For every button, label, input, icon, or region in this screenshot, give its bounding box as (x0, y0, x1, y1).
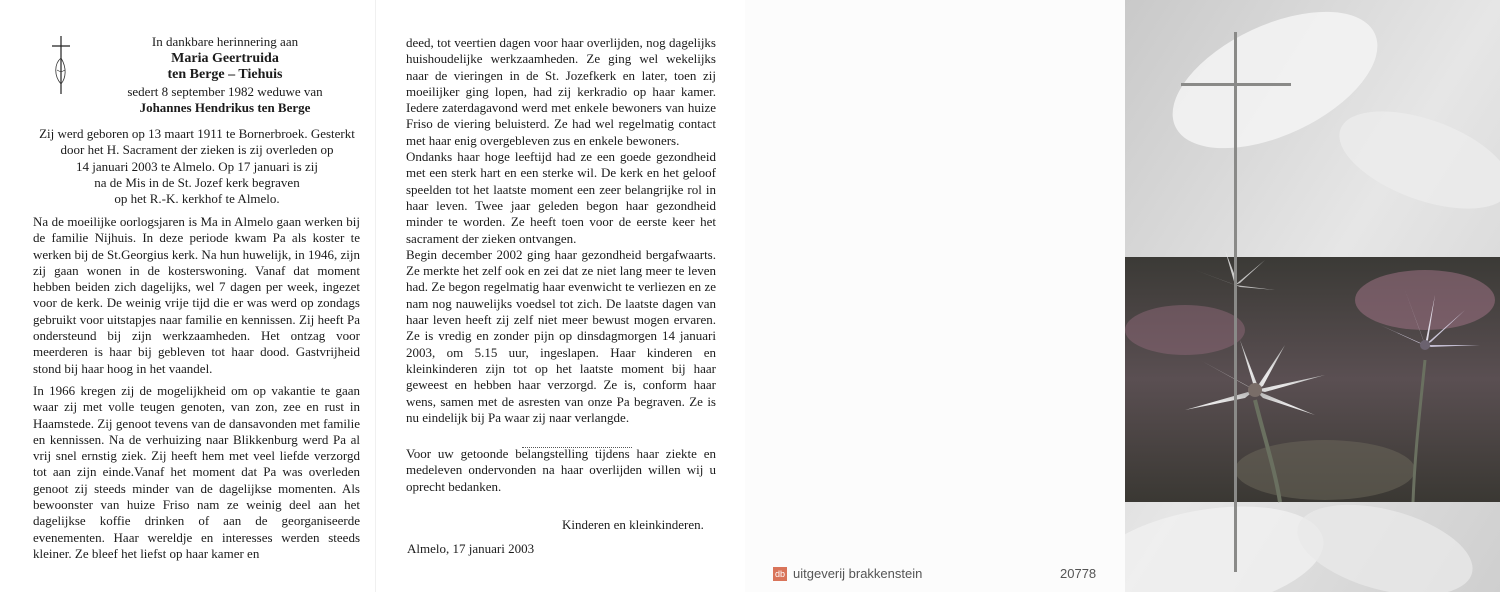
cross-icon (48, 34, 74, 96)
publisher-name: uitgeverij brakkenstein (793, 566, 923, 581)
paragraph: Na de moeilijke oorlogsjaren is Ma in Almelo gaan werken bij de familie Nijhuis. In deze periode kwam Pa als koster te werken bij de St.Georgius kerk. Na hun huwelijk, in 1946, zijn zij gaan wonen in de kosterswoning. Vanaf dat moment hebben beiden zich dagelijks, wel 7 dagen per week, ingezet voor de kerk. De weinig vrije tijd die er was werd op zondags gebruikt voor uitstapjes naar familie en kennissen. Zij heeft Pa ondersteund bij zijn werkzaamheden. Het ontzag voor meerderen is haar bij gebleven tot haar dood. Gastvrijheid stond bij haar hoog in het vaandel. (33, 214, 360, 376)
card-number: 20778 (1060, 566, 1097, 581)
signature: Kinderen en kleinkinderen. (562, 517, 704, 532)
body-column-right (406, 35, 716, 495)
paragraph: deed, tot veertien dagen voor haar overlijden, nog dagelijks huishoudelijke werkzaamheden. Ze ging wel wekelijks naar de vieringen in de St. Jozefkerk en later, toen zij moeilijker ging lopen, had zij kerkradio op haar kamer. Iedere zaterdagavond werd met enkele bewoners van huize Friso de viering beluisterd. Ze had wel regelmatig contact met haar enig overgebleven zus en enkele bewoners. (406, 35, 716, 148)
body-column-left (33, 214, 360, 562)
paragraph: In 1966 kregen zij de mogelijkheid om op vakantie te gaan waar zij met volle teugen genoten, van zon, zee en rust in Haamstede. Zij genoot tevens van de dansavonden met familie en kennissen. Na de verhuizing naar Blikkenburg werd Pa al vrij snel ernstig ziek. Zij heeft hem met veel liefde verzorgd tot aan zijn einde.Vanaf het moment dat Pa was overleden genoot zij steeds minder van de dagelijkse momenten. Als bewoonster van huize Friso nam ze weinig deel aan het dagelijkse koffie drinken of aan de georganiseerde evenementen. Haar wereldje en interesses werden steeds kleiner. Ze bleef het liefst op haar kamer en (33, 382, 360, 561)
intro-line: Zij werd geboren op 13 maart 1911 te Bornerbroek. Gesterkt (39, 126, 355, 141)
intro-line: na de Mis in de St. Jozef kerk begraven (94, 174, 300, 190)
fold-line (375, 0, 376, 592)
intro-line: door het H. Sacrament der zieken is zij overleden op (60, 142, 334, 158)
intro-block (32, 126, 362, 207)
spouse-name: Johannes Hendrikus ten Berge (139, 100, 311, 116)
panel-back (745, 0, 1125, 592)
publisher (773, 566, 922, 581)
paragraph: Voor uw getoonde belangstelling tijdens haar ziekte en medeleven ondervonden na haar overlijden willen wij u oprecht bedanken. (406, 446, 716, 494)
cover-image (1125, 0, 1500, 592)
deceased-name: Maria Geertruida (171, 50, 279, 66)
panel-left (0, 0, 375, 592)
paragraph: Begin december 2002 ging haar gezondheid bergafwaarts. Ze merkte het zelf ook en zei dat ze niet lang meer te leven had. Ze begon regelmatig haar evenwicht te verliezen en ze nam nog nauwelijks voedsel tot zich. De laatste dagen van haar leven heeft zij zelf niet meer bewust mogen ervaren. Ze is vredig en zonder pijn op dinsdagmorgen 14 januari 2003, om 5.15 uur, ingeslapen. Haar kinderen en kleinkinderen zijn tot op het laatste moment bij haar geweest en hebben haar verzorgd. Ze is, conform haar wens, samen met de asresten van onze Pa begraven. Ze is nu eindelijk bij Pa waar zij naar verlangde. (406, 246, 716, 425)
cover-artwork (1125, 0, 1500, 592)
intro-line: op het R.-K. kerkhof te Almelo. (114, 191, 280, 207)
dotted-separator (522, 447, 632, 448)
widow-line: sedert 8 september 1982 weduwe van (127, 83, 323, 99)
publisher-logo: db (774, 568, 785, 579)
header (100, 34, 350, 117)
paragraph: Ondanks haar hoge leeftijd had ze een goede gezondheid met een sterk hart en een sterke wil. De kerk en het geloof speelden tot het laatste moment een zeer belangrijke rol in haar leven. Twee jaar geleden begon haar gezondheid minder te worden. Ze heeft toen voor de eerste keer het sacrament der zieken ontvangen. (406, 149, 716, 246)
deceased-surname: ten Berge – Tiehuis (167, 67, 283, 83)
place-date: Almelo, 17 januari 2003 (407, 541, 535, 556)
header-intro: In dankbare herinnering aan (151, 34, 299, 49)
intro-line: 14 januari 2003 te Almelo. Op 17 januari is zij (76, 158, 318, 174)
